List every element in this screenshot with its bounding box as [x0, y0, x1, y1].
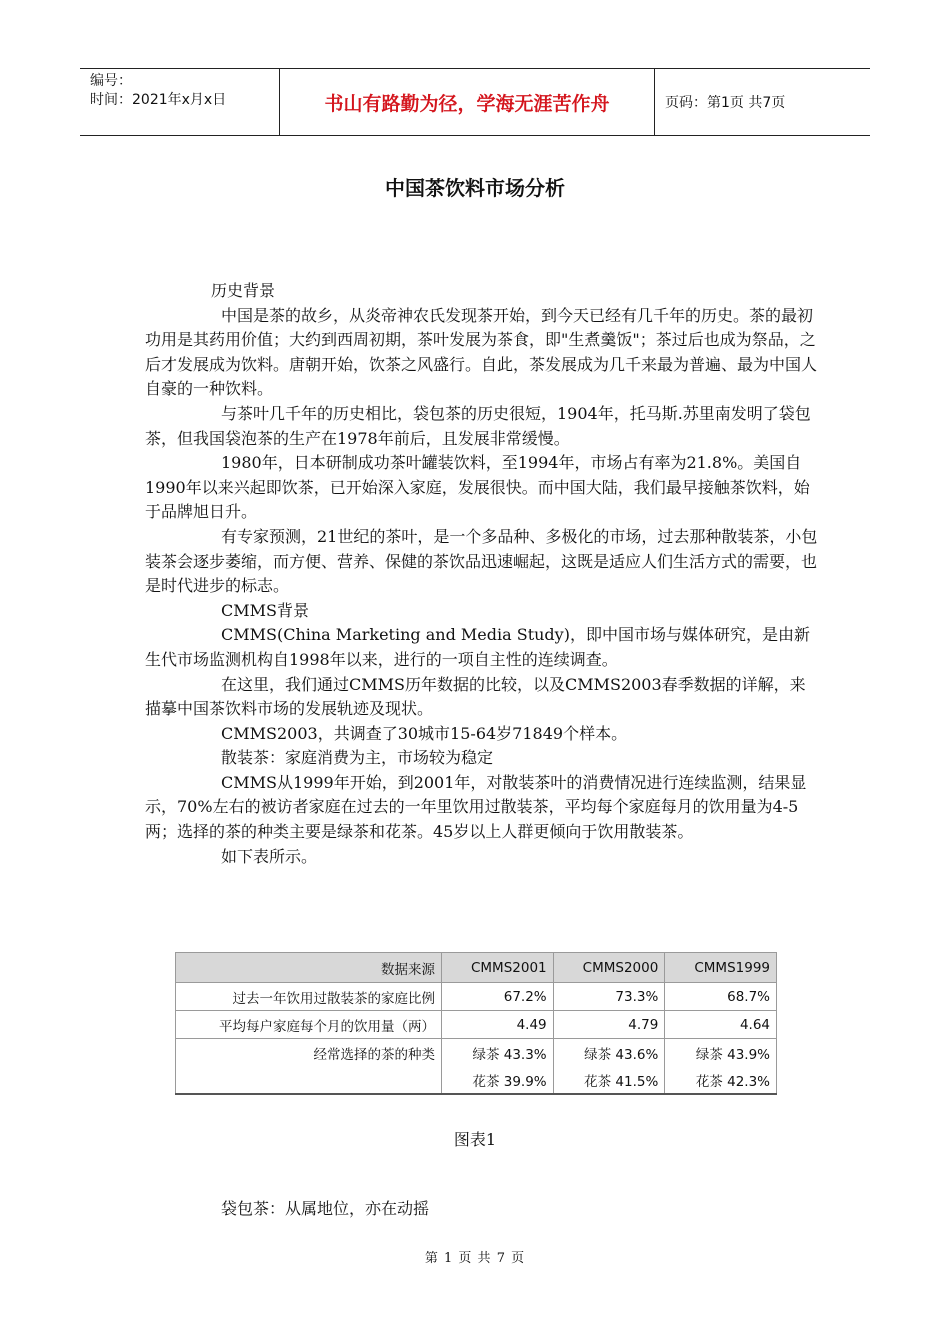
table-cell: 73.3%	[553, 983, 665, 1011]
header-number: 编号：	[90, 73, 132, 89]
paragraph: CMMS从1999年开始，到2001年，对散装茶叶的消费情况进行连续监测，结果显示，70%左右的被访者家庭在过去的一年里饮用过散装茶，平均每个家庭每月的饮用量为4-5两；选择的茶的种类主要是绿茶和花茶。45岁以上人群更倾向于饮用散装茶。	[145, 772, 807, 842]
table-row	[176, 1066, 777, 1094]
section-heading-bag-tea: 袋包茶：从属地位，亦在动摇	[221, 1199, 430, 1218]
section-heading-cmms: CMMS背景	[221, 600, 309, 620]
table-header-cell: 数据来源	[176, 953, 442, 983]
header-time: 时间：2021年x月x日	[90, 92, 227, 108]
table-header-cell: CMMS2001	[441, 953, 553, 983]
table-cell: 4.79	[553, 1011, 665, 1039]
table-cell: 4.64	[665, 1011, 777, 1039]
document-title: 中国茶饮料市场分析	[385, 176, 565, 200]
table-cell: 经常选择的茶的种类	[176, 1039, 442, 1067]
table-cell: 花茶 39.9%	[441, 1066, 553, 1094]
table-cell: 绿茶 43.9%	[665, 1039, 777, 1067]
loose-tea-table	[175, 952, 777, 1095]
table-row	[176, 983, 777, 1011]
table-cell: 68.7%	[665, 983, 777, 1011]
paragraph: 有专家预测，21世纪的茶叶，是一个多品种、多极化的市场，过去那种散装茶，小包装茶会逐步萎缩，而方便、营养、保健的茶饮品迅速崛起，这既是适应人们生活方式的需要，也是时代进步的标志。	[145, 526, 818, 596]
table-cell: 绿茶 43.6%	[553, 1039, 665, 1067]
table-header-row	[176, 953, 777, 983]
section-heading-loose-tea: 散装茶：家庭消费为主，市场较为稳定	[221, 748, 494, 768]
paragraph: CMMS(China Marketing and Media Study)，即中国市场与媒体研究，是由新生代市场监测机构自1998年以来，进行的一项自主性的连续调查。	[145, 625, 810, 669]
paragraph: 在这里，我们通过CMMS历年数据的比较，以及CMMS2003春季数据的详解，来描摹中国茶饮料市场的发展轨迹及现状。	[145, 674, 806, 719]
table-cell: 花茶 41.5%	[553, 1066, 665, 1094]
table-caption: 图表1	[453, 1130, 497, 1149]
header-motto: 书山有路勤为径，学海无涯苦作舟	[280, 69, 655, 135]
table-cell	[176, 1066, 442, 1094]
document-body	[145, 279, 820, 869]
table-cell: 绿茶 43.3%	[441, 1039, 553, 1067]
paragraph: CMMS2003，共调查了30城市15-64岁71849个样本。	[221, 723, 628, 743]
table-cell: 平均每户家庭每个月的饮用量（两）	[176, 1011, 442, 1039]
paragraph: 与茶叶几千年的历史相比，袋包茶的历史很短，1904年，托马斯.苏里南发明了袋包茶，但我国袋泡茶的生产在1978年前后，且发展非常缓慢。	[145, 403, 811, 448]
section-heading-history: 历史背景	[211, 281, 276, 300]
table-row	[176, 1011, 777, 1039]
table-cell: 67.2%	[441, 983, 553, 1011]
paragraph: 中国是茶的故乡，从炎帝神农氏发现茶开始，到今天已经有几千年的历史。茶的最初功用是其药用价值；大约到西周初期，茶叶发展为茶食，即"生煮羹饭"；茶过后也成为祭品，之后才发展成为饮料。唐朝开始，饮茶之风盛行。自此，茶发展成为几千来最为普遍、最为中国人自豪的一种饮料。	[145, 305, 818, 399]
page-footer: 第 1 页 共 7 页	[424, 1251, 526, 1266]
header-meta	[80, 69, 280, 135]
table-cell: 花茶 42.3%	[665, 1066, 777, 1094]
table-row	[176, 1039, 777, 1067]
table-cell: 4.49	[441, 1011, 553, 1039]
paragraph: 1980年，日本研制成功茶叶罐装饮料，至1994年，市场占有率为21.8%。美国自1990年以来兴起即饮茶，已开始深入家庭，发展很快。而中国大陆，我们最早接触茶饮料，始于品牌旭日升。	[145, 453, 810, 522]
table-cell: 过去一年饮用过散装茶的家庭比例	[176, 983, 442, 1011]
table-header-cell: CMMS2000	[553, 953, 665, 983]
header-page-info: 页码：第1页 共7页	[665, 95, 786, 111]
table-header-cell: CMMS1999	[665, 953, 777, 983]
paragraph: 如下表所示。	[221, 846, 318, 866]
header-box	[80, 68, 870, 136]
